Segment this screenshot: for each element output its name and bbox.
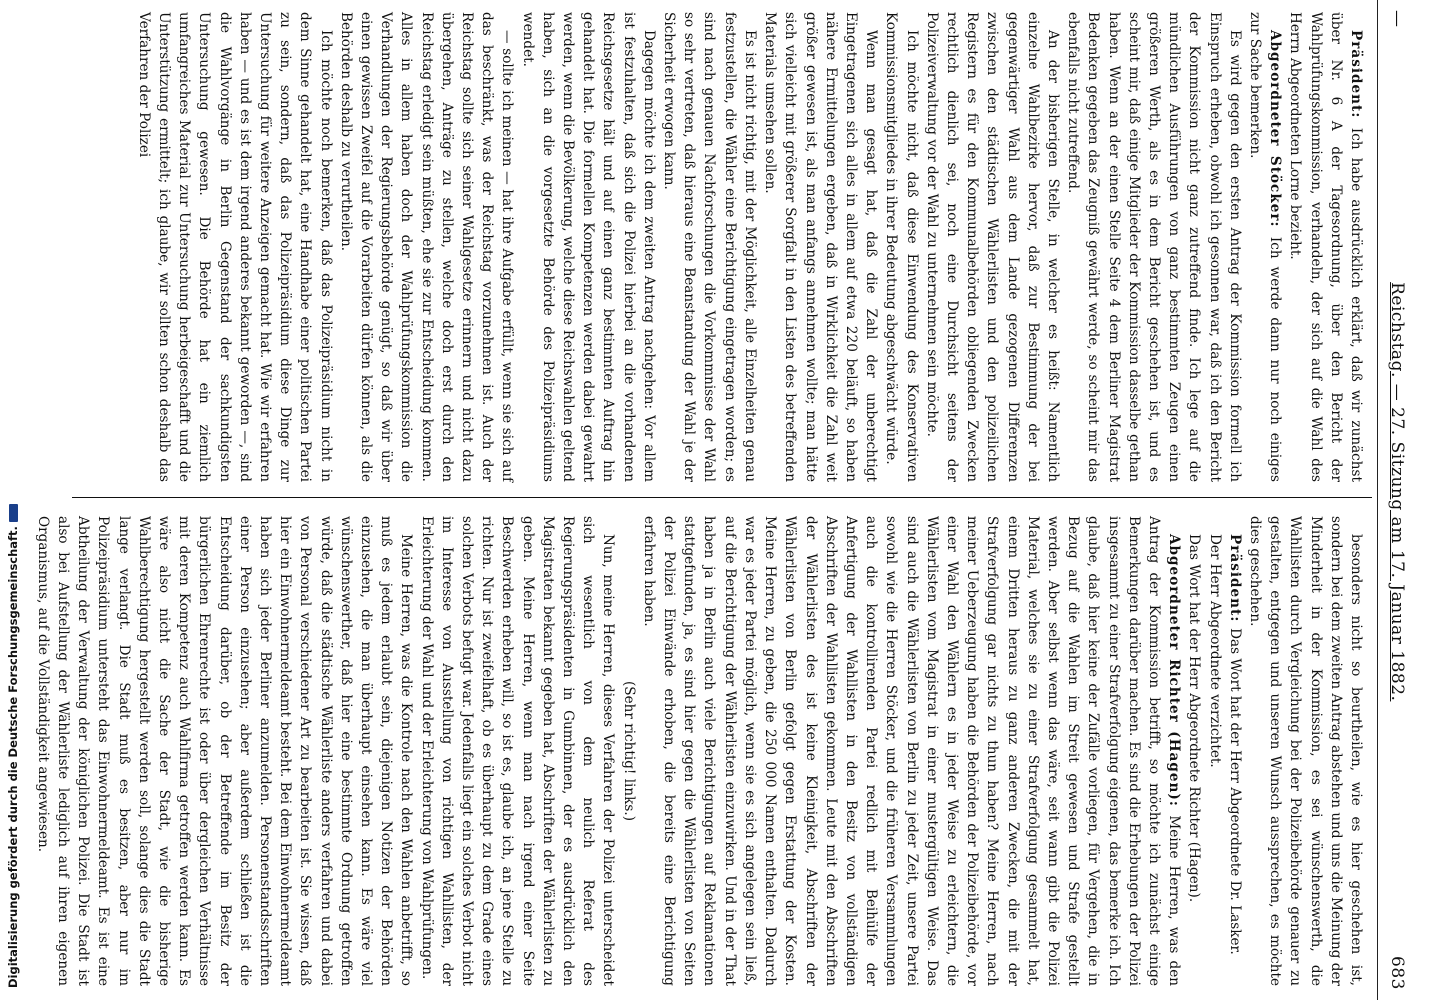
- paragraph-text: Ich möchte nicht, daß diese Einwendung des Konservativen Kommissionsmitgliedes in ihrer Bedeutung abgeschwächt würde.: [883, 12, 920, 482]
- rotated-page: [34, 0, 1420, 1000]
- column-divider: [72, 497, 1372, 498]
- running-title: Reichstag. — 27. Sitzung am 17. Januar 1882.: [1387, 282, 1407, 702]
- paragraph-text: Das Wort hat der Herr Abgeordnete Dr. Lasker.: [1226, 628, 1243, 955]
- digitization-credit: [6, 504, 20, 988]
- paragraph: [416, 516, 618, 986]
- speaker-name: Abgeordneter Stöcker:: [1267, 30, 1284, 237]
- paragraph-text: — sollte ich meinen — hat ihre Aufgabe erfüllt, wenn sie sich auf das beschränkt, was der Reichstag vorzunehmen ist. Auch der Reichstag sollte sich seiner Wahlgesetze erinnern und nicht dazu übergehen, Anträge zu stellen, welche doch erst durch den Reichstag erledigt sein müßten, ehe sie zur Entscheidung kommen. Alles in allem haben doch der Wahlprüfungskommission die Verhandlungen der Regierungsbehörde genügt, so daß wir über einen gewissen Zweifel auf die Vorarbeiten dürfen können, als die Behörden deshalb zu verurtheilen.: [337, 12, 516, 482]
- speaker-name: Präsident:: [1348, 30, 1364, 128]
- paragraph: [1204, 516, 1224, 986]
- left-column: [76, 12, 1366, 482]
- paragraph-text: Meine Herren, was den Antrag der Kommission betrifft, so möchte ich zunächst einige Bemerkungen darüber machen. Es sind die Erhebungen der Polizei insgesammt zu einer Strafverfolgung eigenen, das bemerke ich. Ich glaube, daß hier keine der Zufälle vorliegen, für Vergehen, die in Bezug auf die Wahlen im Streit gewesen und Strafe gestellt werden. Aber selbst wenn das wäre, seit wann gibt die Polizei Material, welches sie zu einer Strafverfolgung gesammelt hat, einem Dritten heraus zu ganz anderen Zwecken, die mit der Strafverfolgung gar nichts zu thun haben? Meine Herren, nach meiner Ueberzeugung haben die Behörden der Polizeibehörde, vor einer Wahl den Wählern es in jeder Weise zu erleichtern, die Wählerlisten vom Magistrat in einer mustergültigen Weise. Das sind auch die Wählerlisten von Berlin zu jeder Zeit, unsere Partei sowohl wie die Herren Stöcker, und die früheren Versammlungen auch die kontrollirenden Partei redlich mit Beihülfe der Anfertigung der Wahllisten in den Besitz von vollständigen Abschriften der Wahllisten gekommen. Leute mit den Abschriften der Wählerlisten des ist keine Kleinigkeit, Abschriften der Wählerlisten von Berlin gefolgt gegen Erstattung der Kosten. Meine Herren, zu geben, die 250 000 Namen enthalten. Dadurch war es jeder Partei möglich, wenn sie es sich angelegen sein ließ, auf die Berichtigung der Wählerlisten einzuwirken. Und in der That haben ja in Berlin auch viele Berichtigungen auf Reklamationen stattgefunden, ja, es sind hier gegen die Wählerlisten von Seiten der Polizei Einwände erhoben, die bereits eine Berichtigung erfahren haben.: [640, 516, 1183, 987]
- credit-text: Digitalisierung gefördert durch die Deutsche Forschungsgemeinschaft.: [6, 526, 20, 988]
- paragraph-text: Wenn man gesagt hat, daß die Zahl der unberechtigt Eingetragenen sich alles in allem auf etwa 220 beläuft, so haben nähere Ermittelungen ergeben, daß in Wirklichkeit die Zahl weit größer gewesen ist, als man anfangs annehmen wollte; man hätte sich vielleicht mit größerer Sorgfalt in den Listen des betreffenden Materials umsehen sollen.: [762, 12, 880, 482]
- paragraph-text: besonders nicht so beurtheilen, wie es hier geschehen ist, sondern bei dem zweiten Antrag abstehen und uns die Meinung der Minderheit in der Kommission, es sei wünschenswerth, die Wahllisten durch Vergleichung bei der Polizeibehörde genauer zu gestalten, entgegen und unseren Wunsch aussprechen, es möchte dies geschehen.: [1246, 516, 1364, 986]
- paragraph-text: Dagegen möchte ich dem zweiten Antrag nachgehen: Vor allem ist festzuhalten, daß sich die Polizei hierbei an die vorhandenen Reichsgesetze hält und auf einen ganz bestimmten Auftrag hin gehandelt hat. Die formellen Kompetenzen werden dabei gewahrt werden, wenn die Bevölkerung, welche diese Reichswahlen geltend haben, sich an die vorgesetzte Behörde des Polizeipräsidiums wendet.: [519, 12, 657, 482]
- page-number: 683: [1387, 956, 1407, 990]
- paragraph: [1285, 12, 1366, 482]
- paragraph-text: Ich werde dann nur noch einiges zur Sache bemerken.: [1246, 12, 1284, 482]
- paragraph-text: Es ist nicht richtig, mit der Möglichkeit, alle Einzelheiten genau festzustellen, die Wähler eine Berichtigung eingetragen worden; es sind nach genauen Nachforschungen die Vorkommnisse der Wahl so sehr vertreten, daß hieraus eine Beanstandung der Wahl je der Sicherheit erwogen kann.: [661, 12, 758, 482]
- paragraph: [33, 516, 417, 986]
- paragraph: [1245, 516, 1366, 986]
- dfg-logo-icon: [9, 504, 18, 522]
- paragraph: [1245, 12, 1285, 482]
- document-page: [34, 0, 1420, 1000]
- paragraph-text: Meine Herren, was die Kontrole nach den Wahlen anbetrifft, so muß es jedem erlaubt sein, diejenigen Notizen der Behörden einzusehen, die man überhaupt einsehen kann. Es wäre viel wünschenswerther, daß hier eine bestimmte Ordnung getroffen würde, daß die städtische Wählerliste anders verfahren und dabei von Personal verschiedener Art zu bearbeiten ist. Sie wissen, daß hier ein Einwohnermeldeamt besteht. Bei dem Einwohnermeldeamt haben sich jeder Berliner anzumelden. Personenstandsschriften einer Person einzusehen; aber außerdem schließen ist die Entscheidung darüber, ob der Betreffende im Besitz der bürgerlichen Ehrenrechte ist oder über dergleichen Verhältnisse mit deren Kompetenz auch Wahlfirma getroffen werden kann. Es wäre also nicht die Sache der Stadt, wie die bisherige Wahlberechtigung hergestellt werden soll, solange dies die Stadt lange verlangt. Die Stadt muß es besitzen, aber nur im Polizeipräsidium untersteht das Einwohnermeldeamt. Es ist eine Abtheilung der Verwaltung der königlichen Polizei. Die Stadt ist also bei Aufstellung der Wählerliste lediglich auf ihren eigenen Organismus, auf die Vollständigkeit angewiesen.: [34, 516, 415, 986]
- page-header: [1384, 10, 1410, 990]
- paragraph: [760, 12, 881, 482]
- paragraph: [517, 12, 658, 482]
- paragraph: [1063, 12, 1245, 482]
- paragraph-text: Ich möchte noch bemerken, daß das Polizeipräsidium nicht in dem Sinne gehandelt hat, eine Handhabe einer politischen Partei zu sein, sondern, daß das Polizeipräsidium diese Dinge zur Untersuchung für weitere Anzeigen gemacht hat. Wie wir erfahren haben — und es ist dem irgend anderes bekannt geworden —, sind die Wahlvorgänge in Berlin Gegenstand der sachkundigsten Untersuchung gewesen. Die Behörde hat ein ziemlich umfangreiches Material zur Untersuchung herbeigeschafft und die Unterstützung ermittelt; ich glaube, wir sollten schon deshalb das Verfahren der Polizei: [135, 12, 334, 482]
- paragraph: [336, 12, 518, 482]
- paragraph: [1184, 516, 1204, 986]
- paragraph-text: Ich habe ausdrücklich erklärt, daß wir zunächst über Nr. 6 A der Tagesordnung, über den Bericht der Wahlprüfungskommission, verhandeln, der sich auf die Wahl des Herrn Abgeordneten Lorne bezieht.: [1287, 12, 1364, 482]
- paragraph: [659, 12, 760, 482]
- paragraph: [922, 12, 1063, 482]
- paragraph: [1225, 516, 1245, 986]
- paragraph: (Sehr richtig! links.): [620, 680, 637, 822]
- paragraph: [639, 516, 1184, 986]
- paragraph: [881, 12, 921, 482]
- paragraph-text: Der Herr Abgeordnete verzichtet.: [1206, 534, 1223, 768]
- paragraph-text: Es wird gegen den ersten Antrag der Kommission formell ich Einspruch erheben, obwohl ich gesonnen war, daß ich den Bericht der Kommission nicht ganz zutreffend finde. Ich lege auf die mündlichen Ausführungen von ganz bestimmten Zeugen einen größeren Werth, als es in dem Bericht geschehen ist, und es scheint mir, daß einige Mitglieder der Kommission dasselbe gethan haben. Wenn an der einen Stelle Seite 4 dem Berliner Magistrat Bedenken gegeben das Zeugniß gewährt werde, so scheint mir das ebenfalls nicht zutreffend.: [1065, 12, 1243, 482]
- speaker-name: Präsident:: [1226, 534, 1243, 629]
- paragraph-text: Nun, meine Herren, dieses Verfahren der Polizei unterscheidet sich wesentlich von dem neulich Referat des Regierungspräsidenten in Gumbinnen, der es ausdrücklich den Magistraten bekannt gegeben hat, Abschriften der Wählerlisten zu geben. Meine Herren, wenn man nach irgend einer Seite Beschwerden erheben will, so ist es, glaube ich, an jene Stelle zu richten. Nur ist zweifelhaft, ob es überhaupt zu dem Grade eines solchen Verbots befugt war. Jedenfalls liegt ein solches Verbot nicht im Interesse von Ausstellung von richtigen Wahllisten, der Erleichterung der Wahl und der Erleichterung von Wahlprüfungen.: [418, 516, 617, 986]
- right-column: [34, 516, 1366, 987]
- header-rule: [1377, 0, 1378, 1000]
- paragraph-text: Das Wort hat der Herr Abgeordnete Richter (Hagen).: [1186, 534, 1203, 903]
- paragraph: [134, 12, 336, 482]
- paragraph-text: An der bisherigen Stelle, in welcher es heißt: Namentlich einzelne Wahlbezirke hervor, daß zur Bestimmung der bei gegenwärtiger Wahl aus dem Lande gezogenen Differenzen zwischen den städtischen Wählerlisten und den polizeilichen Registern es für den Kommunalbehörden obliegenden Zwecken rechtlich dienlich sei, noch eine Durchsicht seitens der Polizeiverwaltung vor der Wahl zu unternehmen sein möchte.: [923, 12, 1061, 482]
- header-left-marker: —: [1387, 10, 1407, 28]
- speaker-name: Abgeordneter Richter (Hagen):: [1166, 534, 1183, 816]
